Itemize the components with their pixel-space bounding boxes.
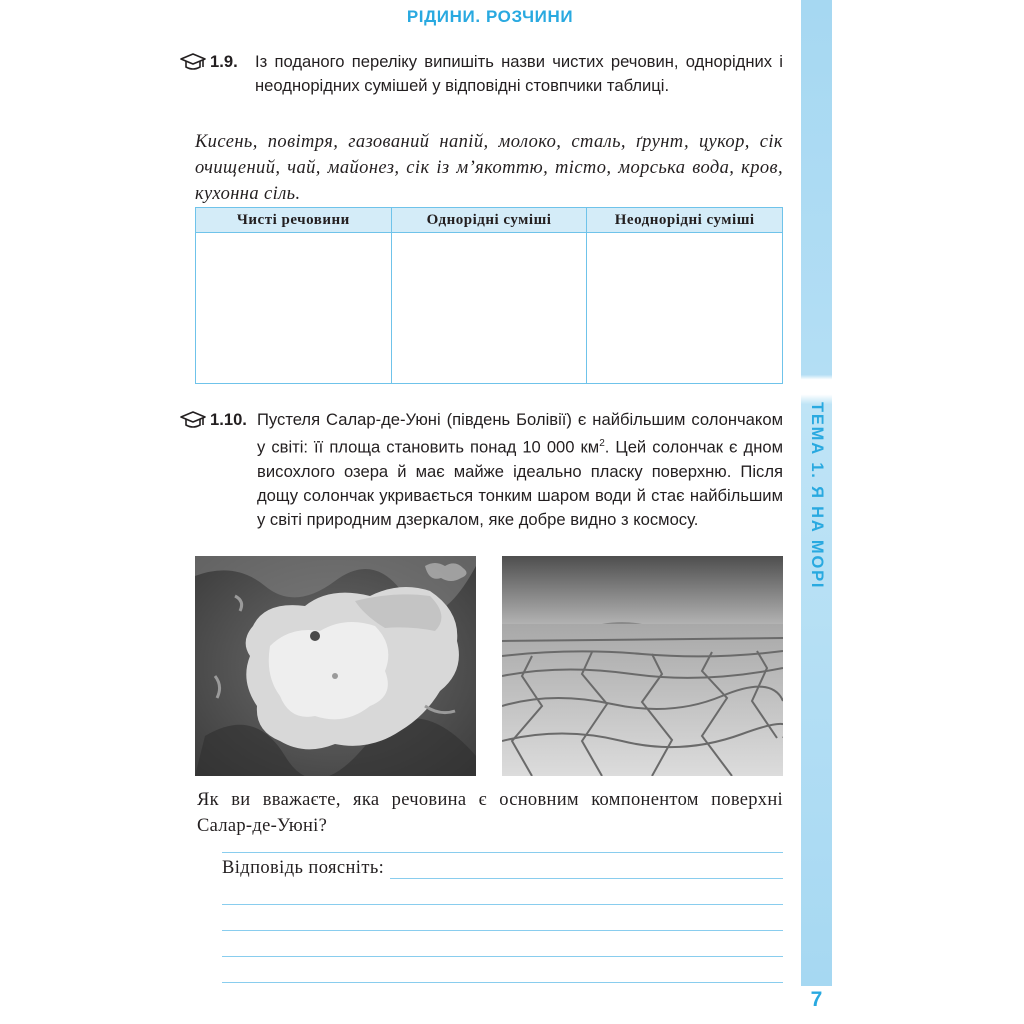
answer-cell-heterogeneous[interactable] [587, 233, 783, 384]
task-1-10 [180, 408, 784, 548]
topic-title: ТЕМА 1. Я НА МОРІ [808, 402, 826, 590]
task-text [257, 408, 783, 532]
satellite-photo [195, 556, 476, 776]
task-1-9 [180, 50, 784, 125]
task-number: 1.10. [210, 410, 247, 429]
column-header-pure: Чисті речовини [196, 208, 392, 233]
column-header-homogeneous: Однорідні суміші [391, 208, 587, 233]
substance-list: Кисень, повітря, газований напій, молоко, сталь, ґрунт, цукор, сік очищений, чай, майонез, сік із м’якоттю, тісто, морська вода, кров, кухонна сіль. [195, 132, 783, 204]
task-text-rest: . Цей солончак є дном висохлого озера й має майже ідеально пласку поверхню. Після дощу солончак укривається тонким шаром води й стає найбільшим у світі природним дзеркалом, яке добре видно з космосу. [257, 437, 783, 529]
superscript: 2 [599, 438, 605, 449]
answer-cell-homogeneous[interactable] [391, 233, 587, 384]
salt-flat-photo [502, 556, 783, 776]
graduation-cap-icon [180, 410, 206, 430]
classification-table [195, 207, 783, 384]
graduation-cap-icon [180, 52, 206, 72]
column-header-heterogeneous: Неоднорідні суміші [587, 208, 783, 233]
answer-line-3[interactable] [222, 904, 783, 905]
answer-line-4[interactable] [222, 930, 783, 931]
answer-label: Відповідь поясніть: [222, 858, 390, 879]
answer-line-1[interactable] [222, 852, 783, 853]
task-text-main: Пустеля Салар-де-Уюні (південь Болівії) є найбільшим солончаком у світі: її площа становить понад 10 000 км [257, 410, 783, 457]
answer-line-5[interactable] [222, 956, 783, 957]
task-text: Із поданого переліку випишіть назви чистих речовин, однорідних і неоднорідних сумішей у відповідні стовпчики таблиці. [255, 52, 783, 95]
answer-cell-pure[interactable] [196, 233, 392, 384]
page-number: 7 [810, 988, 823, 1011]
task-number: 1.9. [210, 52, 238, 71]
question-text: Як ви вважаєте, яка речовина є основним компонентом поверхні Салар-де-Уюні? [197, 790, 783, 836]
answer-line-6[interactable] [222, 982, 783, 983]
page-header: РІДИНИ. РОЗЧИНИ [406, 7, 574, 26]
